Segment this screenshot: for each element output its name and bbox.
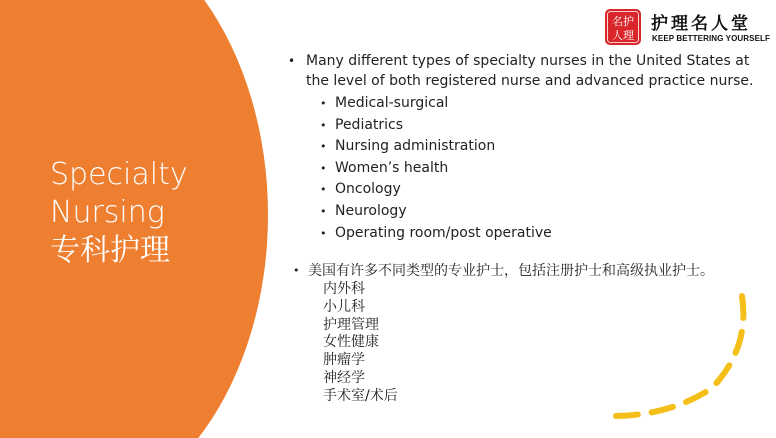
title-line-1: Specialty	[50, 157, 188, 192]
svg-text:名护: 名护	[612, 15, 634, 28]
logo	[604, 8, 770, 46]
bullet-icon: •	[288, 54, 296, 68]
list-item: 女性健康	[323, 334, 379, 351]
list-item: 神经学	[323, 369, 365, 386]
bullet-icon: •	[320, 204, 327, 218]
list-item: 小儿科	[323, 298, 365, 315]
list-item: • Oncology	[320, 179, 758, 201]
list-item: • Nursing administration	[320, 136, 758, 158]
list-item: • Neurology	[320, 201, 758, 223]
bullet-icon: •	[320, 183, 327, 197]
brand-slogan: KEEP BETTERING YOURSELF	[652, 34, 771, 43]
list-item: • Medical-surgical	[320, 93, 758, 115]
brand-name: 护理名人堂	[651, 14, 751, 34]
list-item: 内外科	[323, 281, 365, 297]
bullet-icon: •	[320, 140, 327, 154]
title-line-2: Nursing	[50, 195, 165, 230]
english-intro	[288, 51, 758, 91]
seal-logo-icon	[604, 8, 642, 46]
bullet-icon: •	[320, 97, 327, 110]
slide-title	[50, 156, 188, 270]
chinese-intro-text: 美国有许多不同类型的专业护士，包括注册护士和高级执业护士。	[308, 263, 714, 279]
list-item: • Pediatrics	[320, 115, 758, 137]
svg-text:人理: 人理	[612, 29, 634, 42]
list-item: • Women’s health	[320, 158, 758, 180]
list-item: • Operating room/post operative	[320, 223, 758, 245]
english-content	[288, 51, 758, 244]
list-item: 手术室/术后	[323, 387, 398, 404]
list-item: 护理管理	[323, 316, 379, 333]
bullet-icon: •	[320, 161, 327, 175]
bullet-icon: •	[320, 118, 327, 132]
bullet-icon: •	[293, 264, 300, 277]
english-specialty-list	[288, 93, 758, 244]
english-intro-line-2: the level of both registered nurse and advanced practice nurse.	[306, 73, 754, 89]
list-item: 肿瘤学	[323, 352, 365, 369]
chinese-intro	[293, 261, 714, 281]
english-intro-line-1: Many different types of specialty nurses in the United States at	[306, 53, 750, 69]
bullet-icon: •	[320, 226, 327, 240]
dashed-arc-decoration	[600, 288, 776, 438]
title-line-3: 专科护理	[50, 233, 170, 268]
